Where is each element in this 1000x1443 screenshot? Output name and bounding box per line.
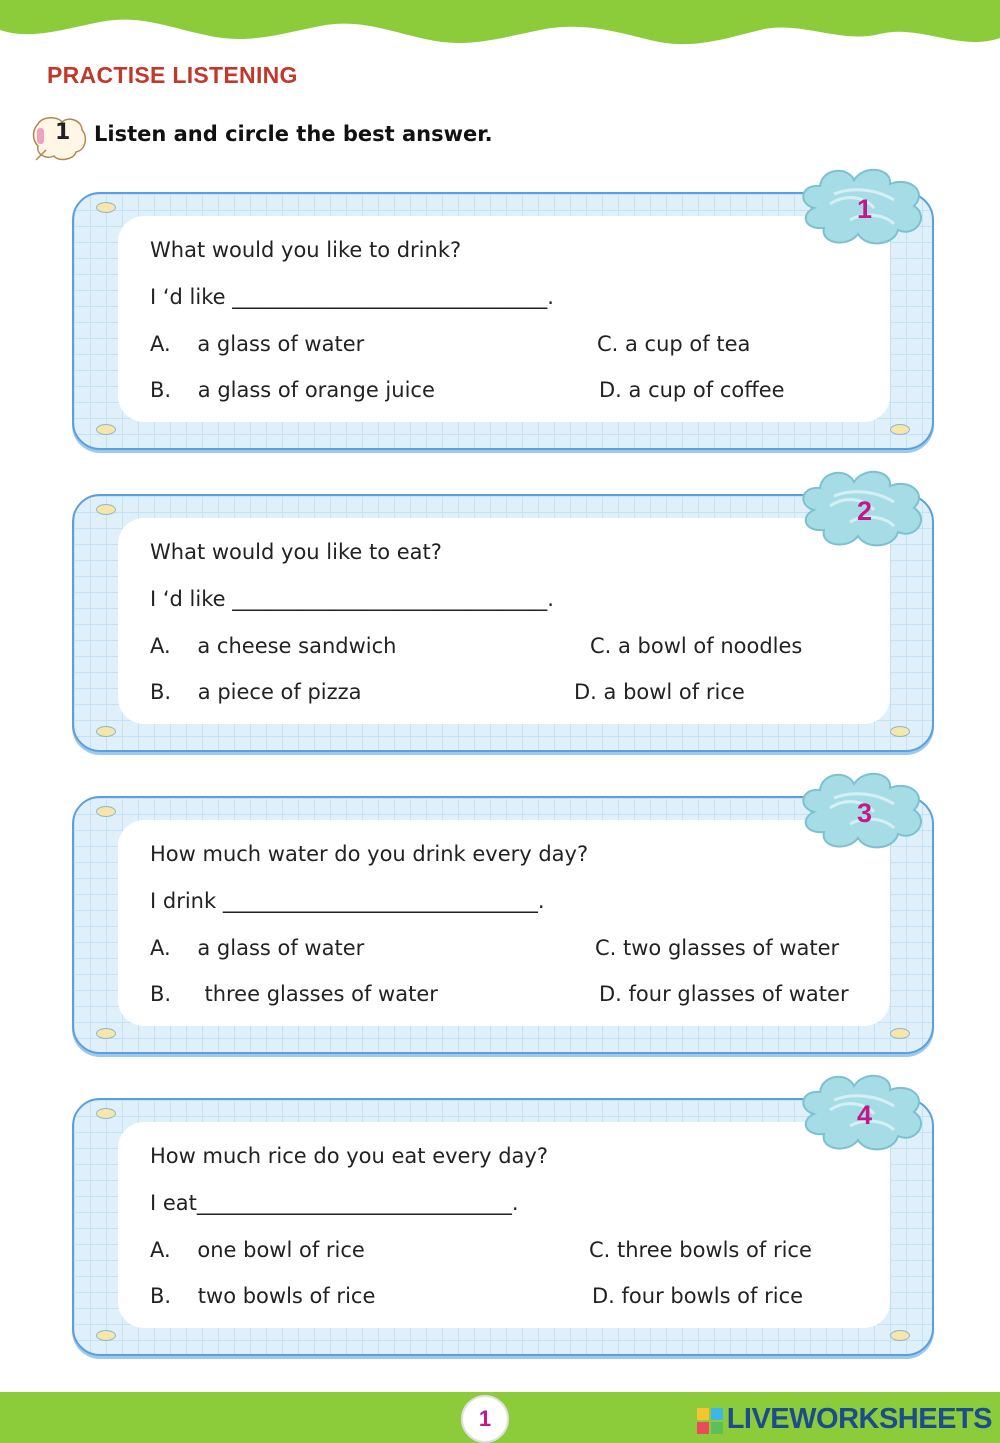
question-number: 2 xyxy=(856,496,872,526)
option-c[interactable]: C. a cup of tea xyxy=(597,332,751,356)
question-number: 3 xyxy=(856,798,872,828)
option-c[interactable]: C. a bowl of noodles xyxy=(590,634,803,658)
rivet xyxy=(96,202,116,213)
option-c[interactable]: C. two glasses of water xyxy=(595,936,840,960)
rivet xyxy=(96,1108,116,1119)
option-d[interactable]: D. a cup of coffee xyxy=(599,378,785,402)
question-card-4 xyxy=(72,1098,934,1358)
question-card-3 xyxy=(72,796,934,1056)
liveworksheets-logo-icon xyxy=(697,1408,723,1434)
rivet xyxy=(96,424,116,435)
option-d[interactable]: D. a bowl of rice xyxy=(574,680,745,704)
question-prompt: How much water do you drink every day? xyxy=(150,842,589,866)
question-prompt: What would you like to drink? xyxy=(150,238,462,262)
answer-line: I ‘d like ______________________________. xyxy=(150,285,554,309)
rivet xyxy=(890,1330,910,1341)
instruction-text: Listen and circle the best answer. xyxy=(94,122,493,146)
rivet xyxy=(96,726,116,737)
section-title: PRACTISE LISTENING xyxy=(47,62,298,88)
option-d[interactable]: D. four bowls of rice xyxy=(592,1284,804,1308)
rivet xyxy=(890,1028,910,1039)
top-wave-decoration xyxy=(0,0,1000,60)
rivet xyxy=(96,504,116,515)
question-prompt: What would you like to eat? xyxy=(150,540,442,564)
option-a[interactable]: A. one bowl of rice xyxy=(150,1238,365,1262)
rivet xyxy=(96,1330,116,1341)
question-card-1 xyxy=(72,192,934,452)
option-b[interactable]: B. a glass of orange juice xyxy=(150,378,435,402)
option-d[interactable]: D. four glasses of water xyxy=(599,982,849,1006)
option-a[interactable]: A. a glass of water xyxy=(150,936,365,960)
rivet xyxy=(96,1028,116,1039)
option-b[interactable]: B. two bowls of rice xyxy=(150,1284,376,1308)
rivet xyxy=(96,806,116,817)
option-a[interactable]: A. a cheese sandwich xyxy=(150,634,397,658)
option-b[interactable]: B. three glasses of water xyxy=(150,982,438,1006)
answer-line: I ‘d like ______________________________. xyxy=(150,587,554,611)
option-b[interactable]: B. a piece of pizza xyxy=(150,680,362,704)
exercise-number: 1 xyxy=(55,120,71,145)
question-prompt: How much rice do you eat every day? xyxy=(150,1144,548,1168)
option-c[interactable]: C. three bowls of rice xyxy=(589,1238,812,1262)
question-number: 1 xyxy=(856,194,872,224)
question-card-2 xyxy=(72,494,934,754)
answer-line: I drink ______________________________. xyxy=(150,889,545,913)
brand-name[interactable]: LIVEWORKSHEETS xyxy=(726,1403,992,1435)
rivet xyxy=(890,424,910,435)
answer-line: I eat______________________________. xyxy=(150,1191,519,1215)
option-a[interactable]: A. a glass of water xyxy=(150,332,365,356)
rivet xyxy=(890,726,910,737)
page-number: 1 xyxy=(461,1395,509,1443)
question-number: 4 xyxy=(856,1100,872,1130)
